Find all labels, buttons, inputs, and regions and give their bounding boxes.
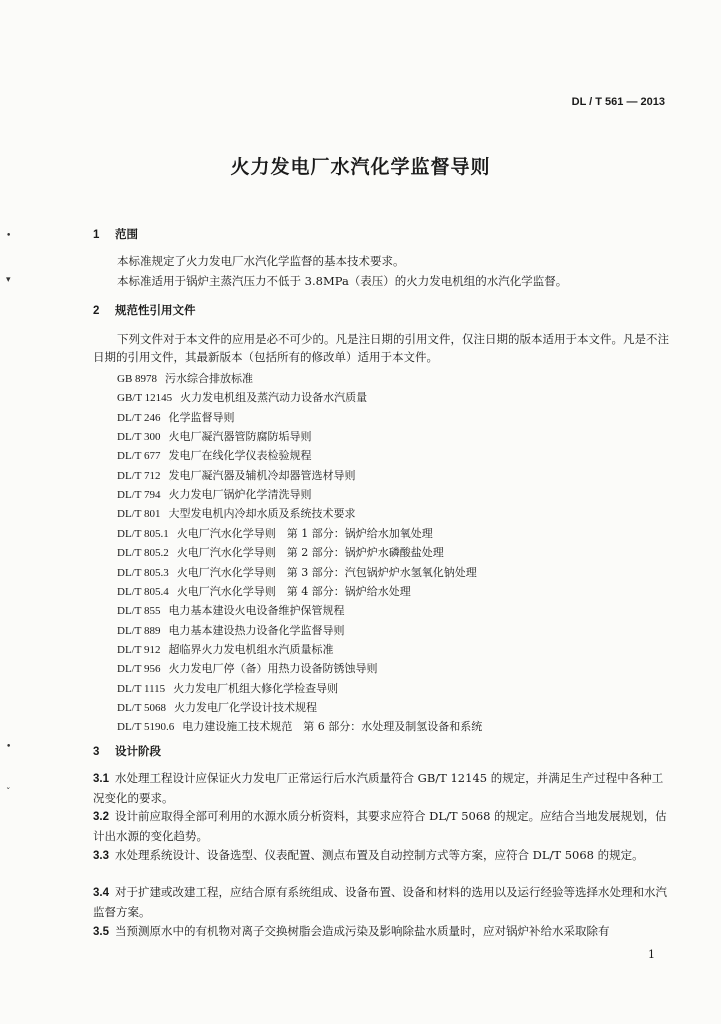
reference-item: [117, 505, 356, 521]
reference-title: 火力发电厂化学设计技术规程: [174, 700, 317, 714]
margin-mark: •: [6, 742, 12, 752]
clause-text: 水处理工程设计应保证火力发电厂正常运行后水汽质量符合 GB/T 12145 的规定，并满足生产过程中各种工况变化的要求。: [93, 771, 664, 805]
reference-title: 火电厂汽水化学导则 第 3 部分：汽包锅炉炉水氢氧化钠处理: [176, 565, 477, 579]
reference-title: 火电厂凝汽器管防腐防垢导则: [168, 430, 312, 444]
margin-mark: ▾: [6, 275, 11, 285]
reference-item: [117, 660, 378, 676]
clause-text: 对于扩建或改建工程，应结合原有系统组成、设备布置、设备和材料的选用以及运行经验等选择水处理和水汽监督方案。: [93, 885, 667, 919]
clause-3-3: [93, 846, 669, 866]
clause-text: 设计前应取得全部可利用的水源水质分析资料，其要求应符合 DL/T 5068 的规定。应结合当地发展规划，估计出水源的变化趋势。: [93, 809, 667, 843]
reference-code: DL/T 246: [117, 411, 161, 424]
reference-code: GB 8978: [117, 373, 158, 385]
clause-text: 水处理系统设计、设备选型、仪表配置、测点布置及自动控制方式等方案，应符合 DL/T 5068 的规定。: [115, 848, 644, 862]
reference-code: DL/T 5190.6: [117, 721, 175, 734]
reference-item: [117, 370, 253, 386]
reference-item: [117, 544, 444, 560]
scope-line-2: 本标准适用于锅炉主蒸汽压力不低于 3.8MPa（表压）的火力发电机组的水汽化学监督。: [117, 274, 568, 288]
reference-title: 火电厂汽水化学导则 第 2 部分：锅炉炉水磷酸盐处理: [176, 546, 444, 560]
reference-code: DL/T 712: [117, 469, 161, 482]
scope-line-1: 本标准规定了火力发电厂水汽化学监督的基本技术要求。: [117, 254, 405, 268]
reference-item: [117, 718, 482, 734]
reference-code: DL/T 805.4: [117, 585, 169, 598]
clause-number: 3.4: [93, 887, 109, 899]
references-intro: 下列文件对于本文件的应用是必不可少的。凡是注日期的引用文件，仅注日期的版本适用于本文件。凡是不注日期的引用文件，其最新版本（包括所有的修改单）适用于本文件。: [93, 332, 669, 364]
reference-title: 大型发电机内冷却水质及系统技术要求: [168, 507, 356, 521]
margin-mark: •: [6, 231, 12, 241]
clause-3-1: [93, 769, 669, 808]
reference-code: DL/T 912: [117, 643, 161, 656]
reference-title: 电力基本建设火电设备维护保管规程: [168, 604, 345, 618]
reference-code: DL/T 677: [117, 450, 161, 463]
reference-item: [117, 699, 317, 715]
reference-item: [117, 467, 356, 483]
reference-title: 火力发电厂机组大修化学检查导则: [173, 681, 339, 695]
reference-code: DL/T 805.1: [117, 527, 169, 540]
reference-code: DL/T 805.2: [117, 547, 169, 560]
reference-item: [117, 564, 477, 580]
clause-number: 3.1: [93, 773, 109, 785]
reference-item: [117, 602, 345, 618]
reference-code: DL/T 5068: [117, 701, 166, 714]
reference-code: DL/T 805.3: [117, 566, 169, 579]
clause-number: 3.2: [93, 811, 109, 823]
reference-item: [117, 447, 312, 463]
reference-item: [117, 622, 345, 638]
clause-3-4: [93, 883, 669, 922]
reference-title: 发电厂在线化学仪表检验规程: [168, 449, 312, 463]
reference-code: DL/T 956: [117, 663, 161, 676]
reference-title: 电力基本建设热力设备化学监督导则: [168, 623, 345, 637]
standard-code: DL / T 561 — 2013: [571, 96, 665, 108]
reference-title: 火电厂汽水化学导则 第 1 部分：锅炉给水加氧处理: [176, 526, 433, 540]
reference-item: [117, 428, 312, 444]
reference-code: DL/T 889: [117, 624, 161, 637]
margin-mark: ˇ: [6, 788, 11, 798]
reference-code: GB/T 12145: [117, 392, 173, 405]
reference-code: DL/T 300: [117, 431, 161, 444]
reference-item: [117, 583, 411, 599]
section-3-heading: 3 设计阶段: [93, 746, 161, 758]
reference-item: [117, 525, 433, 541]
reference-title: 污水综合排放标准: [165, 372, 254, 385]
reference-title: 发电厂凝汽器及辅机冷却器管选材导则: [168, 468, 356, 482]
reference-code: DL/T 794: [117, 489, 161, 502]
section-2-heading: 2 规范性引用文件: [93, 305, 196, 317]
reference-item: [117, 641, 334, 657]
reference-title: 火力发电厂停（备）用热力设备防锈蚀导则: [168, 662, 378, 676]
clause-number: 3.3: [93, 850, 109, 862]
clause-number: 3.5: [93, 926, 109, 938]
reference-code: DL/T 1115: [117, 682, 166, 695]
clause-3-2: [93, 807, 669, 846]
document-title: 火力发电厂水汽化学监督导则: [230, 157, 491, 178]
page-number: 1: [648, 948, 655, 961]
reference-code: DL/T 855: [117, 605, 161, 618]
reference-title: 电力建设施工技术规范 第 6 部分：水处理及制氢设备和系统: [182, 720, 483, 734]
reference-item: [117, 389, 367, 405]
clause-text: 当预测原水中的有机物对离子交换树脂会造成污染及影响除盐水质量时，应对锅炉补给水采取除有: [115, 924, 610, 938]
reference-item: [117, 680, 338, 696]
reference-item: [117, 486, 312, 502]
reference-code: DL/T 801: [117, 508, 161, 521]
section-1-heading: 1 范围: [93, 229, 138, 241]
reference-item: [117, 409, 235, 425]
reference-title: 火电厂汽水化学导则 第 4 部分：锅炉给水处理: [176, 584, 411, 598]
reference-title: 超临界火力发电机组水汽质量标准: [168, 642, 334, 656]
reference-title: 火力发电机组及蒸汽动力设备水汽质量: [180, 391, 368, 405]
clause-3-5: [93, 922, 669, 940]
reference-title: 火力发电厂锅炉化学清洗导则: [168, 488, 312, 502]
reference-title: 化学监督导则: [168, 410, 235, 424]
